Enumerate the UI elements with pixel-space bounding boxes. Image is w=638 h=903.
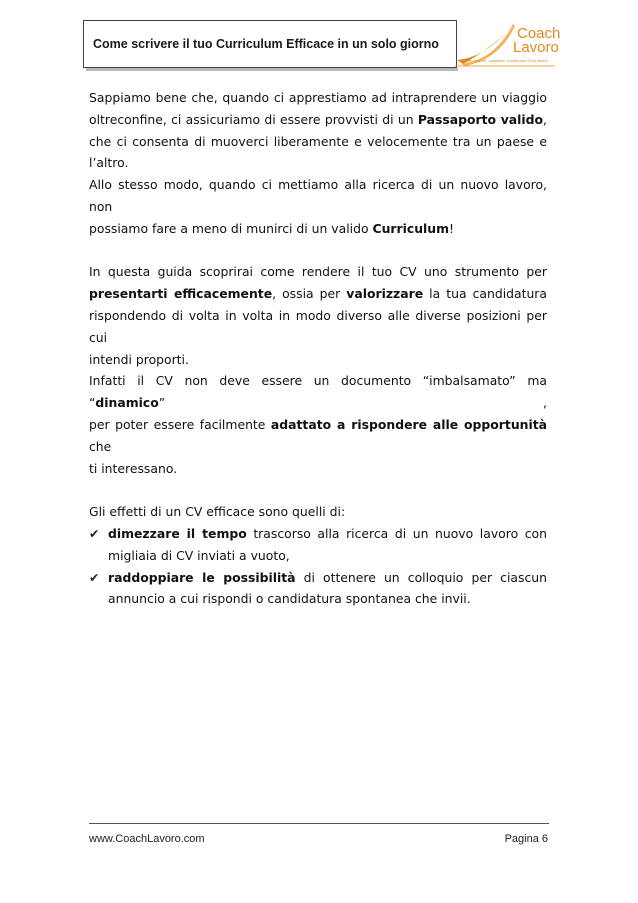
paragraph-line <box>89 174 547 218</box>
text-run: , <box>543 111 547 127</box>
paragraph-line <box>89 87 547 109</box>
emphasis-valorizzare: valorizzare <box>346 286 424 302</box>
paragraph-line <box>89 414 547 458</box>
coachlavoro-logo <box>455 20 561 68</box>
header-shadow <box>86 68 458 71</box>
paragraph-line <box>89 458 547 480</box>
emphasis-presentarti: presentarti efficacemente <box>89 286 273 302</box>
text-run: ” , <box>158 395 547 411</box>
paragraph-line <box>89 305 547 349</box>
text-run: ! <box>449 220 454 236</box>
text-run: rispondendo di volta in volta in modo diverso alle diverse posizioni per cui <box>89 307 547 345</box>
list-item-line <box>108 545 547 567</box>
text-run: per poter essere facilmente <box>89 416 271 432</box>
paragraph-gap <box>89 240 547 262</box>
paragraph-line <box>89 152 547 174</box>
check-icon: ✔ <box>89 569 100 585</box>
text-run: Gli effetti di un CV efficace sono quelli di: <box>89 504 346 520</box>
list-item-line <box>108 588 547 610</box>
document-title: Come scrivere il tuo Curriculum Efficace in un solo giorno <box>93 37 439 51</box>
paragraph-gap <box>89 479 547 501</box>
text-run: possiamo fare a meno di munirci di un valido <box>89 220 373 236</box>
list-intro <box>89 501 547 523</box>
text-run: intendi proporti. <box>89 351 189 367</box>
emphasis-dinamico: dinamico <box>95 395 159 411</box>
emphasis-adattato: adattato a rispondere alle opportunità <box>270 416 547 432</box>
header-title-box <box>83 20 457 68</box>
text-run: Allo stesso modo, quando ci mettiamo alla ricerca di un nuovo lavoro, non <box>89 177 547 214</box>
footer-divider <box>89 823 549 824</box>
logo-tagline: per trovare, cambiare, mantenere il tuo lavoro <box>467 58 548 63</box>
emphasis-raddoppiare: raddoppiare le possibilità <box>108 569 296 585</box>
paragraph-line <box>89 283 547 305</box>
page-header <box>83 20 561 68</box>
paragraph-line <box>89 131 547 153</box>
footer-website: www.CoachLavoro.com <box>89 833 205 845</box>
emphasis-curriculum: Curriculum <box>372 220 450 236</box>
logo-word-lavoro: Lavoro <box>513 39 559 56</box>
text-run: di ottenere un colloquio per ciascun <box>295 569 547 585</box>
check-icon: ✔ <box>89 525 100 541</box>
text-run: che ci consenta di muoverci liberamente e velocemente tra un paese e <box>89 133 547 149</box>
text-run: che <box>89 438 112 454</box>
list-item <box>89 523 547 567</box>
emphasis-passaporto: Passaporto valido <box>417 111 544 127</box>
text-run: annuncio a cui rispondi o candidatura spontanea che invii. <box>108 591 471 607</box>
text-run: oltreconfine, ci assicuriamo di essere provvisti di un <box>89 111 418 127</box>
text-run: ti interessano. <box>89 460 178 476</box>
paragraph-line <box>89 370 547 414</box>
paragraph-line <box>89 349 547 371</box>
list-item-line <box>108 523 547 545</box>
text-run: Sappiamo bene che, quando ci apprestiamo ad intraprendere un viaggio <box>89 90 547 105</box>
paragraph-line <box>89 261 547 283</box>
emphasis-dimezzare: dimezzare il tempo <box>108 525 247 541</box>
paragraph-line <box>89 218 547 240</box>
logo-word-coach: Coach <box>517 25 561 42</box>
text-run: l’altro. <box>89 155 129 171</box>
text-run: Infatti il CV non deve essere un documento “imbalsamato” ma “ <box>89 373 547 411</box>
text-run: trascorso alla ricerca di un nuovo lavoro con <box>246 525 547 541</box>
text-run: migliaia di CV inviati a vuoto, <box>108 547 290 563</box>
text-run: la tua candidatura <box>423 286 547 302</box>
text-run: In questa guida scoprirai come rendere il tuo CV uno strumento per <box>89 264 547 280</box>
text-run: , ossia per <box>272 286 347 302</box>
list-item-line <box>108 567 547 589</box>
paragraph-line <box>89 109 547 131</box>
page-number: Pagina 6 <box>504 833 548 845</box>
document-body <box>89 87 547 610</box>
list-item <box>89 567 547 611</box>
